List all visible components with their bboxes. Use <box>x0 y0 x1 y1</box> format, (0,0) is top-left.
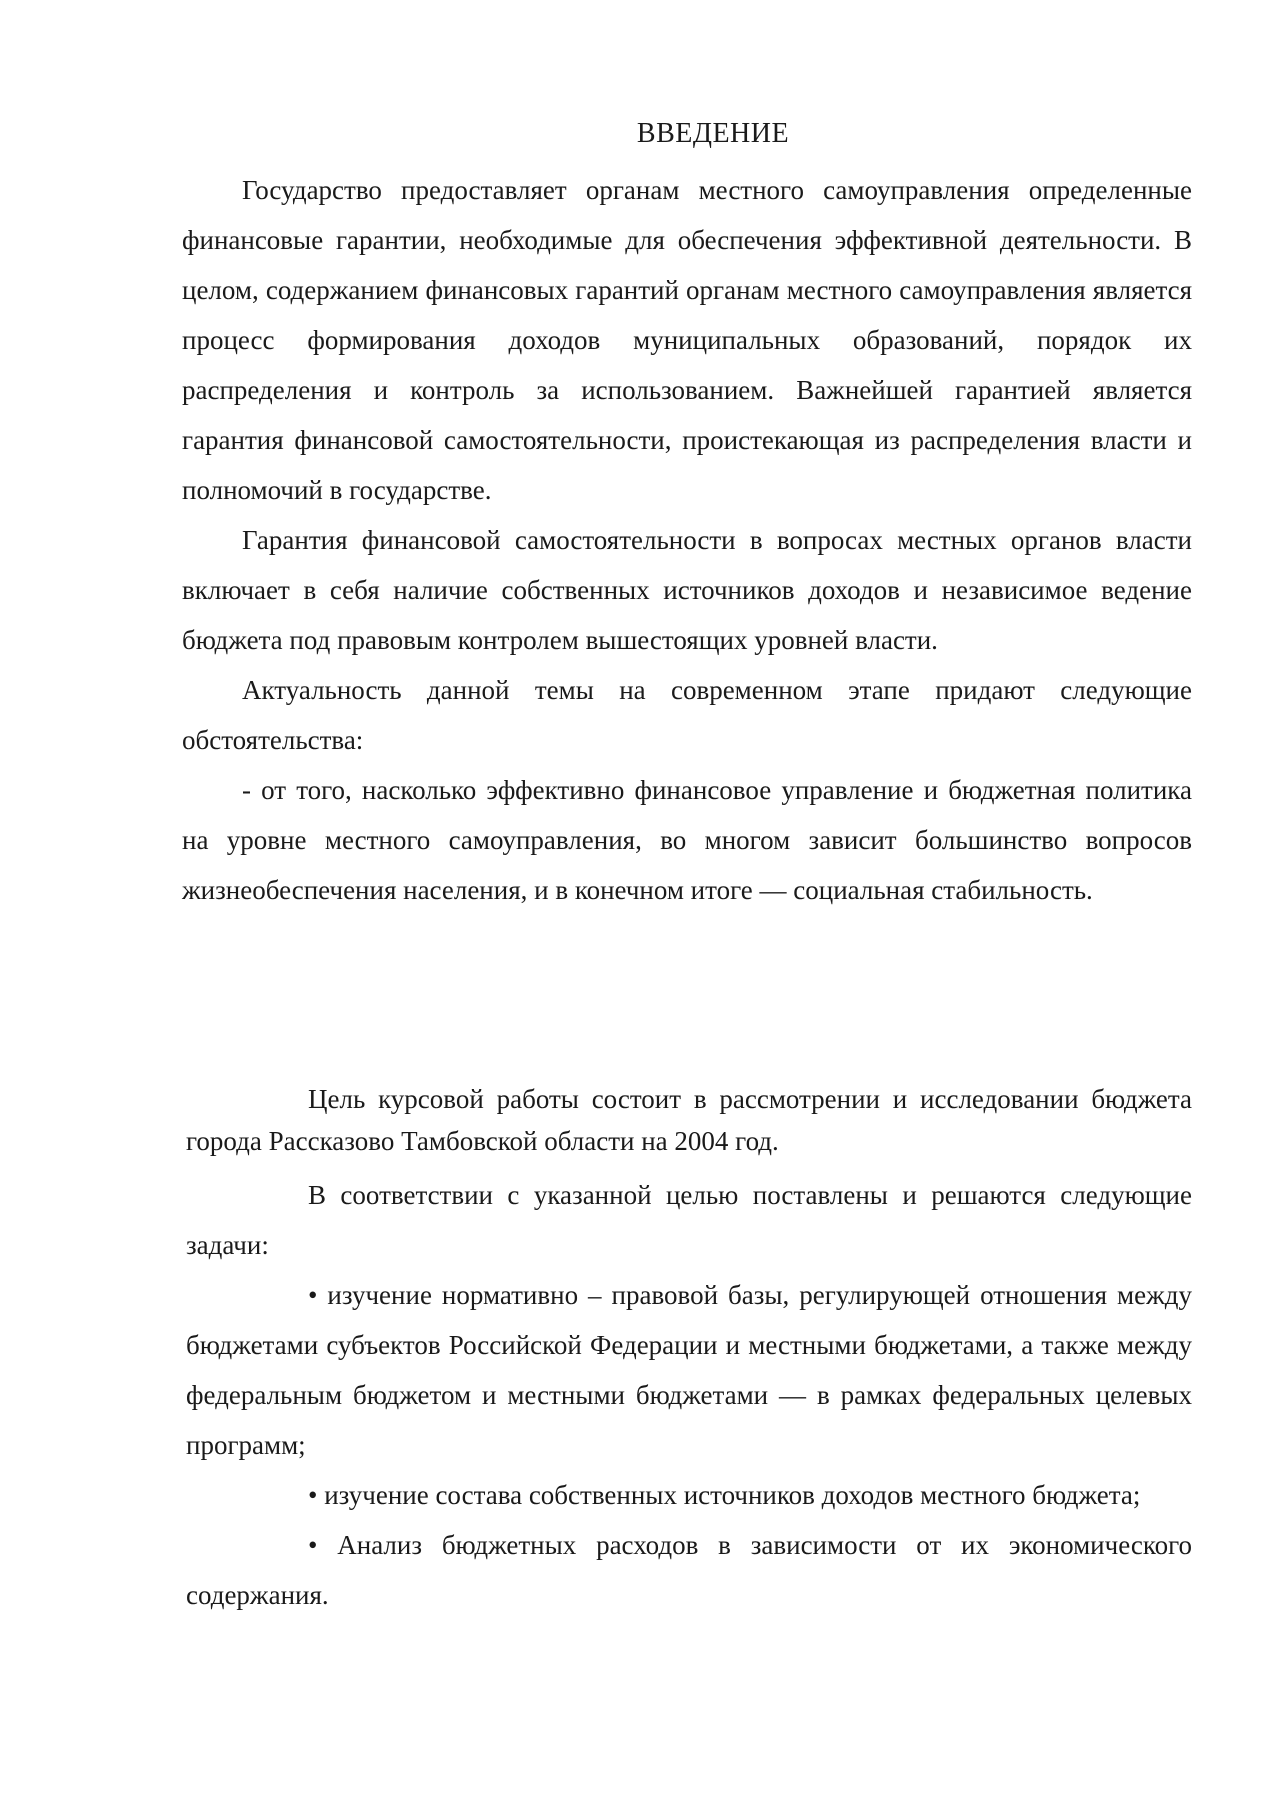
paragraph-1: Государство предоставляет органам местного самоуправления определенные финансовые гарантии, необходимые для обеспечения эффективной деятельности. В целом, содержанием финансовых гарантий органам местного самоуправления является процесс формирования доходов муниципальных образований, порядок их распределения и контроль за использованием. Важнейшей гарантией является гарантия финансовой самостоятельности, проистекающая из распределения власти и полномочий в государстве. <box>182 175 1192 505</box>
paragraph-2: Гарантия финансовой самостоятельности в вопросах местных органов власти включает в себя наличие собственных источников доходов и независимое ведение бюджета под правовым контролем вышестоящих уровней власти. <box>182 525 1192 655</box>
paragraph-9: • Анализ бюджетных расходов в зависимости от их экономического содержания. <box>186 1530 1192 1610</box>
paragraph-7: • изучение нормативно – правовой базы, регулирующей отношения между бюджетами субъектов Российской Федерации и местными бюджетами, а также между федеральным бюджетом и местными бюджетами — в рамках федеральных целевых программ; <box>186 1280 1192 1460</box>
paragraph-5: Цель курсовой работы состоит в рассмотрении и исследовании бюджета города Рассказово Тамбовской области на 2004 год. <box>186 1084 1192 1156</box>
paragraph-4: - от того, насколько эффективно финансовое управление и бюджетная политика на уровне местного самоуправления, во многом зависит большинство вопросов жизнеобеспечения населения, и в конечном итоге — социальная стабильность. <box>182 775 1192 905</box>
paragraph-group-1 <box>182 165 1192 915</box>
page-title <box>0 118 1280 150</box>
paragraph-3: Актуальность данной темы на современном этапе придают следующие обстоятельства: <box>182 675 1192 755</box>
page-title-text: ВВЕДЕНИЕ <box>636 118 790 149</box>
paragraph-6: В соответствии с указанной целью поставлены и решаются следующие задачи: <box>186 1180 1192 1260</box>
paragraph-8: • изучение состава собственных источников доходов местного бюджета; <box>308 1480 1141 1510</box>
paragraph-group-2 <box>186 1078 1192 1620</box>
